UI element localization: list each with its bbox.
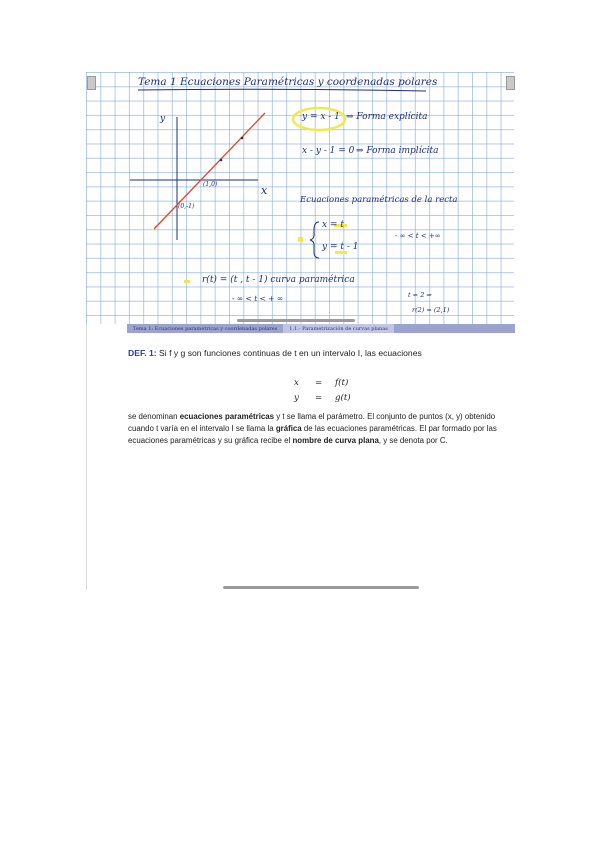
para-bold-2: gráfica bbox=[275, 424, 302, 434]
eq2-rhs: g(t) bbox=[335, 393, 351, 403]
x-axis-label: x bbox=[261, 184, 268, 197]
notes-scrollbar[interactable] bbox=[237, 319, 355, 322]
explicit-equation: y = x - 1 bbox=[302, 112, 340, 122]
notes-right-tab[interactable] bbox=[506, 76, 515, 90]
eq2-equals: = bbox=[315, 393, 323, 403]
definition-line bbox=[128, 347, 513, 359]
range-line: - ∞ < t < + ∞ bbox=[232, 294, 284, 303]
point-label-b: (0,-1) bbox=[178, 203, 195, 210]
y-axis-label: y bbox=[160, 114, 166, 124]
eq1-equals: = bbox=[315, 378, 323, 388]
handwritten-notes-panel bbox=[86, 72, 514, 324]
slide-panel bbox=[86, 324, 515, 590]
slide-header-bar bbox=[127, 324, 515, 333]
eq2-lhs: y bbox=[294, 393, 299, 403]
para-text-4: de las ecuaciones paramétricas. El par formado por las ecuaciones paramétricas y su gráfica recibe el bbox=[128, 424, 497, 446]
header-section-left[interactable]: Tema 1: Ecuaciones paramétricas y coordenadas polares bbox=[133, 325, 278, 332]
point-label-a: (1,0) bbox=[203, 181, 218, 188]
notes-left-tab[interactable] bbox=[87, 76, 96, 90]
definition-label: DEF. 1: bbox=[128, 348, 157, 358]
parametric-y: y = t - 1 bbox=[322, 242, 359, 252]
note-bottom: r(2) = (2,1) bbox=[412, 306, 450, 314]
implicit-form-label: ⇒ Forma implícita bbox=[356, 146, 439, 156]
definition-paragraph bbox=[128, 411, 513, 447]
slide-scrollbar[interactable] bbox=[223, 586, 419, 589]
definition-text: Si f y g son funciones continuas de t en un intervalo I, las ecuaciones bbox=[156, 348, 422, 358]
para-text-2: y t se llama el parámetro. bbox=[274, 412, 368, 421]
vector-equation: r(t) = (t , t - 1) curva paramétrica bbox=[202, 275, 355, 285]
implicit-equation: x - y - 1 = 0 bbox=[302, 146, 355, 156]
para-bold-1: ecuaciones paramétricas bbox=[179, 412, 275, 421]
header-section-right[interactable]: 1.1.- Parametrización de curvas planas bbox=[283, 324, 394, 333]
document-page bbox=[86, 72, 514, 590]
parametric-title: Ecuaciones paramétricas de la recta bbox=[300, 195, 458, 205]
para-text-1: se denominan bbox=[128, 412, 180, 421]
eq1-lhs: x bbox=[294, 378, 299, 388]
parametric-range: - ∞ < t < +∞ bbox=[395, 232, 441, 240]
para-text-3: El conjunto de puntos (x, y) obtenido cuando t varía en el intervalo I se llama la bbox=[128, 412, 496, 434]
para-text-5: , y se denota por C. bbox=[378, 436, 448, 446]
eq1-rhs: f(t) bbox=[335, 378, 349, 388]
notes-title: Tema 1 Ecuaciones Paramétricas y coordenadas polares bbox=[138, 76, 438, 88]
note-top: t = 2 ⇒ bbox=[408, 291, 432, 299]
explicit-form-label: ⇒ Forma explícita bbox=[346, 112, 428, 122]
para-bold-3: nombre de curva plana bbox=[292, 436, 379, 446]
parametric-x: x = t bbox=[322, 220, 344, 230]
